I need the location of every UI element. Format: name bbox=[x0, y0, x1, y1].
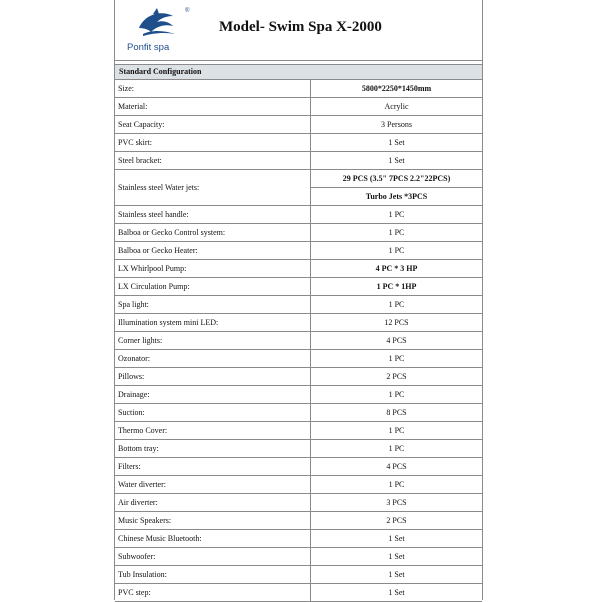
spec-value: 1 Set bbox=[311, 530, 483, 548]
table-row bbox=[115, 170, 482, 188]
table-row bbox=[115, 350, 482, 368]
table-row bbox=[115, 242, 482, 260]
spec-value: 2 PCS bbox=[311, 368, 483, 386]
spec-value: 1 PC * 1HP bbox=[311, 278, 483, 296]
spec-value: 1 PC bbox=[311, 296, 483, 314]
table-row bbox=[115, 206, 482, 224]
registered-mark: ® bbox=[185, 8, 190, 14]
table-row bbox=[115, 332, 482, 350]
section-header: Standard Configuration bbox=[115, 64, 482, 80]
spec-label: Spa light: bbox=[115, 296, 311, 314]
spec-label: Size: bbox=[115, 80, 311, 98]
spec-label: Ozonator: bbox=[115, 350, 311, 368]
table-row bbox=[115, 296, 482, 314]
spec-label: Water diverter: bbox=[115, 476, 311, 494]
table-row bbox=[115, 458, 482, 476]
table-row bbox=[115, 260, 482, 278]
spec-table bbox=[115, 80, 482, 602]
spec-label: Music Speakers: bbox=[115, 512, 311, 530]
table-row bbox=[115, 512, 482, 530]
spec-value: 3 PCS bbox=[311, 494, 483, 512]
spec-value: 4 PC * 3 HP bbox=[311, 260, 483, 278]
spec-value: 1 PC bbox=[311, 476, 483, 494]
spec-value: 1 Set bbox=[311, 548, 483, 566]
spec-label: Chinese Music Bluetooth: bbox=[115, 530, 311, 548]
spec-label: Steel bracket: bbox=[115, 152, 311, 170]
table-row bbox=[115, 116, 482, 134]
table-row bbox=[115, 152, 482, 170]
table-row bbox=[115, 530, 482, 548]
table-row bbox=[115, 476, 482, 494]
spec-label: PVC skirt: bbox=[115, 134, 311, 152]
table-row bbox=[115, 440, 482, 458]
spec-label: Corner lights: bbox=[115, 332, 311, 350]
spec-value: 1 PC bbox=[311, 422, 483, 440]
spec-value: 1 Set bbox=[311, 584, 483, 602]
spec-label: Thermo Cover: bbox=[115, 422, 311, 440]
spec-value: 8 PCS bbox=[311, 404, 483, 422]
brand-name: Ponfit spa bbox=[127, 42, 170, 53]
brand-logo bbox=[123, 6, 199, 56]
table-row bbox=[115, 98, 482, 116]
table-row bbox=[115, 314, 482, 332]
spec-label: Drainage: bbox=[115, 386, 311, 404]
spec-label: Pillows: bbox=[115, 368, 311, 386]
table-row bbox=[115, 278, 482, 296]
table-row bbox=[115, 494, 482, 512]
spec-value: 1 PC bbox=[311, 440, 483, 458]
spec-value: 1 Set bbox=[311, 152, 483, 170]
spec-label: Bottom tray: bbox=[115, 440, 311, 458]
spec-label: Tub Insulation: bbox=[115, 566, 311, 584]
spec-label: LX Circulation Pump: bbox=[115, 278, 311, 296]
spec-value: 1 PC bbox=[311, 242, 483, 260]
spec-value-secondary: Turbo Jets *3PCS bbox=[311, 188, 483, 206]
spec-label: Seat Capacity: bbox=[115, 116, 311, 134]
spec-value: 1 PC bbox=[311, 386, 483, 404]
spec-label: Air diverter: bbox=[115, 494, 311, 512]
table-row bbox=[115, 386, 482, 404]
spec-label: Suction: bbox=[115, 404, 311, 422]
spec-label: Filters: bbox=[115, 458, 311, 476]
spec-value: 3 Persons bbox=[311, 116, 483, 134]
table-row bbox=[115, 548, 482, 566]
spec-value: 12 PCS bbox=[311, 314, 483, 332]
spec-label: LX Whirlpool Pump: bbox=[115, 260, 311, 278]
table-row bbox=[115, 404, 482, 422]
table-row bbox=[115, 566, 482, 584]
spec-value: Acrylic bbox=[311, 98, 483, 116]
spec-value: 1 PC bbox=[311, 350, 483, 368]
spec-sheet bbox=[114, 0, 483, 600]
table-row bbox=[115, 584, 482, 602]
spec-value: 2 PCS bbox=[311, 512, 483, 530]
spec-value: 5800*2250*1450mm bbox=[311, 80, 483, 98]
page-title: Model- Swim Spa X-2000 bbox=[219, 19, 382, 35]
table-row bbox=[115, 368, 482, 386]
sheet-header bbox=[115, 0, 482, 61]
spec-value: 1 PC bbox=[311, 206, 483, 224]
table-row bbox=[115, 134, 482, 152]
spec-value: 4 PCS bbox=[311, 458, 483, 476]
table-row bbox=[115, 80, 482, 98]
spec-label: Balboa or Gecko Heater: bbox=[115, 242, 311, 260]
spec-label: Subwoofer: bbox=[115, 548, 311, 566]
spec-label: Illumination system mini LED: bbox=[115, 314, 311, 332]
table-row bbox=[115, 422, 482, 440]
spec-value: 4 PCS bbox=[311, 332, 483, 350]
spec-value: 1 PC bbox=[311, 224, 483, 242]
spec-label: Stainless steel Water jets: bbox=[115, 170, 311, 206]
spec-value: 1 Set bbox=[311, 566, 483, 584]
dolphin-icon bbox=[135, 6, 183, 40]
spec-value: 1 Set bbox=[311, 134, 483, 152]
spec-label: Balboa or Gecko Control system: bbox=[115, 224, 311, 242]
table-row bbox=[115, 224, 482, 242]
spec-label: Material: bbox=[115, 98, 311, 116]
spec-value: 29 PCS (3.5" 7PCS 2.2"22PCS) bbox=[311, 170, 483, 188]
spec-label: Stainless steel handle: bbox=[115, 206, 311, 224]
spec-label: PVC step: bbox=[115, 584, 311, 602]
